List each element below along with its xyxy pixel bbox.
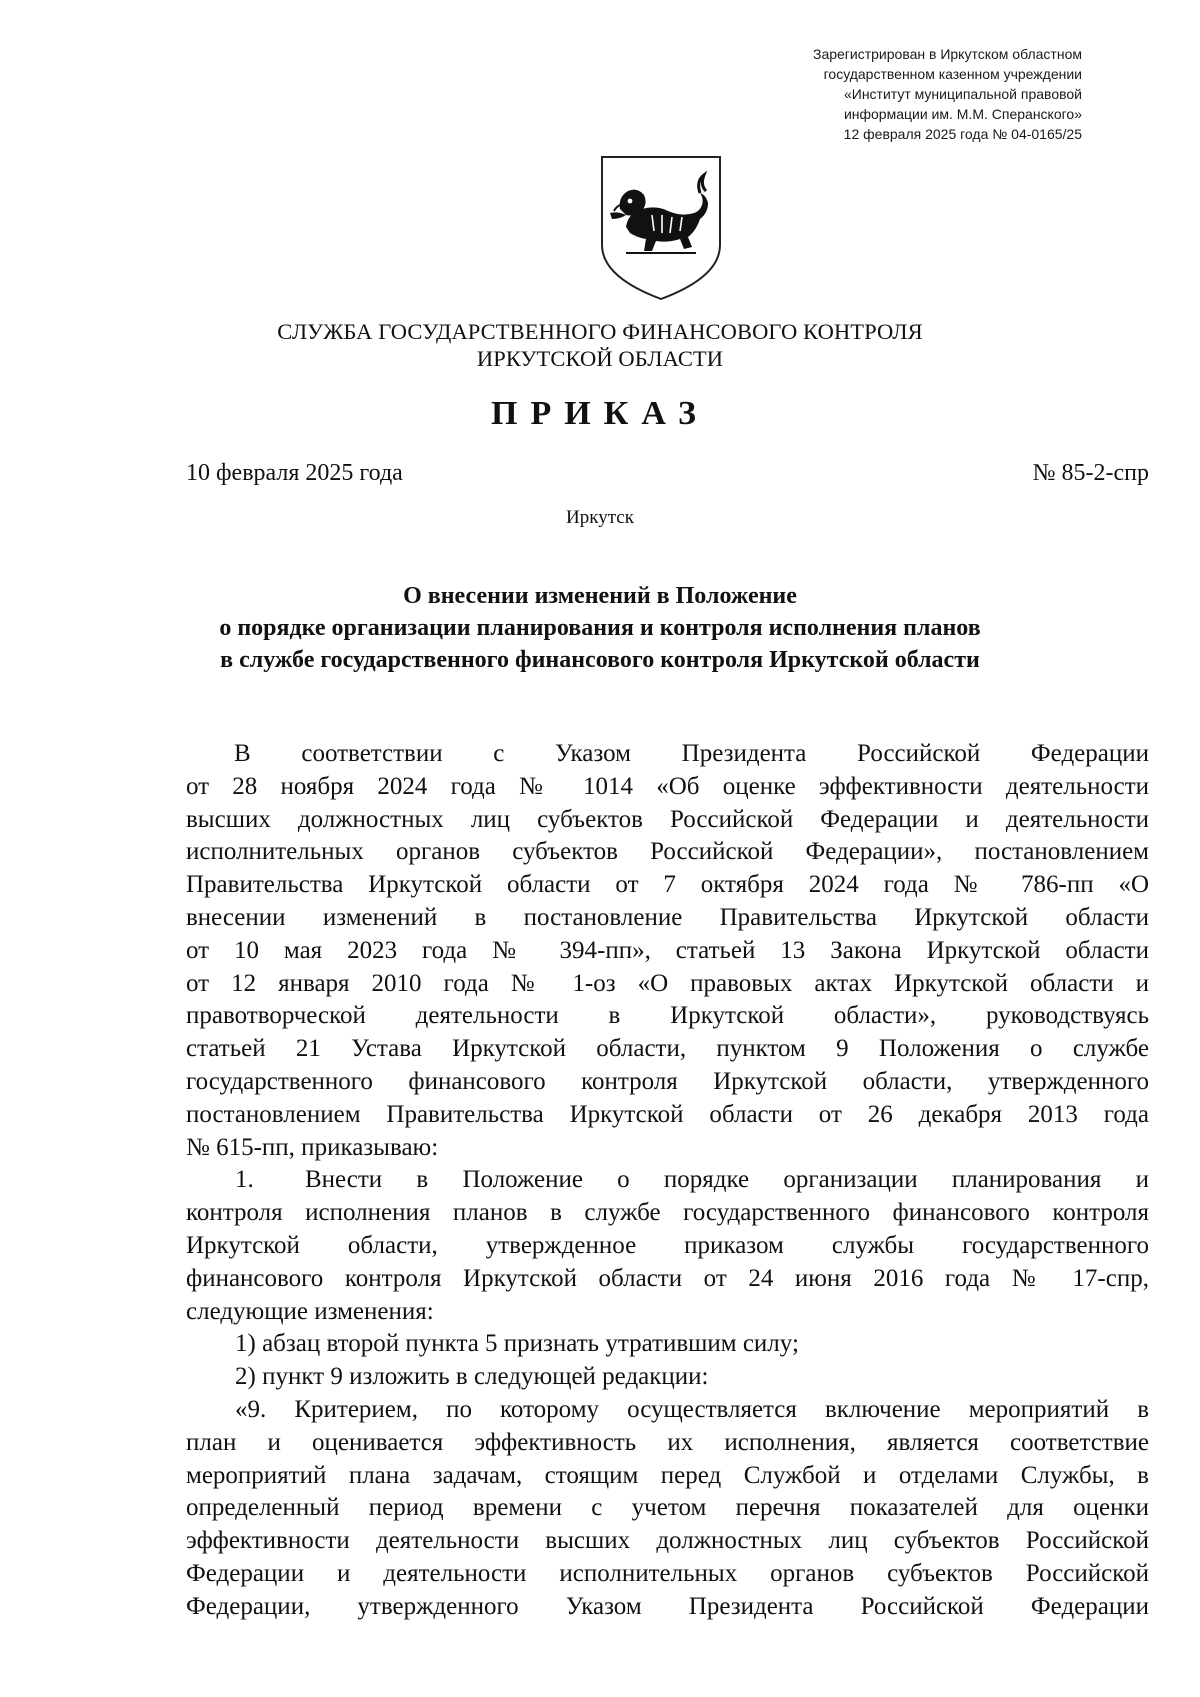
agency-name — [0, 318, 1200, 372]
document-title — [0, 580, 1200, 676]
body-line: исполнительных органов субъектов Российской Федерации», постановлением — [186, 838, 1149, 866]
body-line: Правительства Иркутской области от 7 октября 2024 года № 786-пп «О — [186, 871, 1149, 899]
body-line: высших должностных лиц субъектов Российской Федерации и деятельности — [186, 805, 1149, 833]
document-date: 10 февраля 2025 года — [186, 460, 403, 486]
body-line: мероприятий плана задачам, стоящим перед Службой и отделами Службы, в — [186, 1461, 1149, 1489]
item-1-text: Внести в Положение о порядке организации планирования и — [305, 1166, 1149, 1194]
registration-stamp-line: государственном казенном учреждении — [823, 66, 1082, 82]
body-line: Федерации и деятельности исполнительных органов субъектов Российской — [186, 1559, 1149, 1587]
body-line: от 28 ноября 2024 года № 1014 «Об оценке эффективности деятельности — [186, 772, 1149, 800]
body-line: 2) пункт 9 изложить в следующей редакции: — [235, 1363, 709, 1391]
item-number: 1. — [235, 1166, 254, 1194]
registration-stamp-line: Зарегистрирован в Иркутском областном — [812, 46, 1082, 62]
body-line: правотворческой деятельности в Иркутской области», руководствуясь — [186, 1002, 1149, 1030]
coat-of-arms-irkutsk-babr-icon — [596, 153, 726, 301]
registration-stamp-line: 12 февраля 2025 года № 04-0165/25 — [843, 126, 1082, 142]
body-line: постановлением Правительства Иркутской области от 26 декабря 2013 года — [186, 1100, 1149, 1128]
body-line: статьей 21 Устава Иркутской области, пунктом 9 Положения о службе — [186, 1035, 1149, 1063]
body-line: от 10 мая 2023 года № 394-пп», статьей 13 Закона Иркутской области — [186, 936, 1149, 964]
document-number: № 85-2-спр — [1032, 460, 1149, 486]
body-line: финансового контроля Иркутской области от 24 июня 2016 года № 17-спр, — [186, 1264, 1149, 1292]
body-line-item-1 — [186, 1164, 1149, 1197]
body-line: контроля исполнения планов в службе государственного финансового контроля — [186, 1199, 1149, 1227]
body-line: определенный период времени с учетом перечня показателей для оценки — [186, 1494, 1149, 1522]
registration-stamp-line: информации им. М.М. Сперанского» — [843, 106, 1082, 122]
document-type: ПРИКАЗ — [491, 395, 709, 432]
document-title-line: о порядке организации планирования и контроля исполнения планов — [219, 615, 981, 641]
body-line: от 12 января 2010 года № 1-оз «О правовых актах Иркутской области и — [186, 969, 1149, 997]
document-title-line: О внесении изменений в Положение — [403, 583, 797, 609]
agency-name-line: ИРКУТСКОЙ ОБЛАСТИ — [476, 346, 724, 371]
body-line: № 615-пп, приказываю: — [186, 1133, 439, 1161]
body-line: эффективности деятельности высших должностных лиц субъектов Российской — [186, 1527, 1149, 1555]
body-line: Иркутской области, утвержденное приказом службы государственного — [186, 1231, 1149, 1259]
document-city: Иркутск — [566, 507, 634, 528]
body-line: государственного финансового контроля Иркутской области, утвержденного — [186, 1067, 1149, 1095]
body-line: внесении изменений в постановление Правительства Иркутской области — [186, 903, 1149, 931]
registration-stamp-line: «Институт муниципальной правовой — [843, 86, 1082, 102]
body-line: следующие изменения: — [186, 1297, 434, 1325]
document-title-line: в службе государственного финансового контроля Иркутской области — [220, 647, 980, 673]
registration-stamp — [722, 44, 1082, 144]
body-line: В соответствии с Указом Президента Российской Федерации — [234, 740, 1149, 767]
body-line: 1) абзац второй пункта 5 признать утратившим силу; — [235, 1330, 799, 1358]
body-line: Федерации, утвержденного Указом Президента Российской Федерации — [186, 1592, 1149, 1620]
body-line: «9. Критерием, по которому осуществляется включение мероприятий в — [235, 1395, 1149, 1423]
document-body — [186, 738, 1149, 1624]
agency-name-line: СЛУЖБА ГОСУДАРСТВЕННОГО ФИНАНСОВОГО КОНТРОЛЯ — [277, 319, 923, 344]
body-line: план и оценивается эффективность их исполнения, является соответствие — [186, 1428, 1149, 1456]
